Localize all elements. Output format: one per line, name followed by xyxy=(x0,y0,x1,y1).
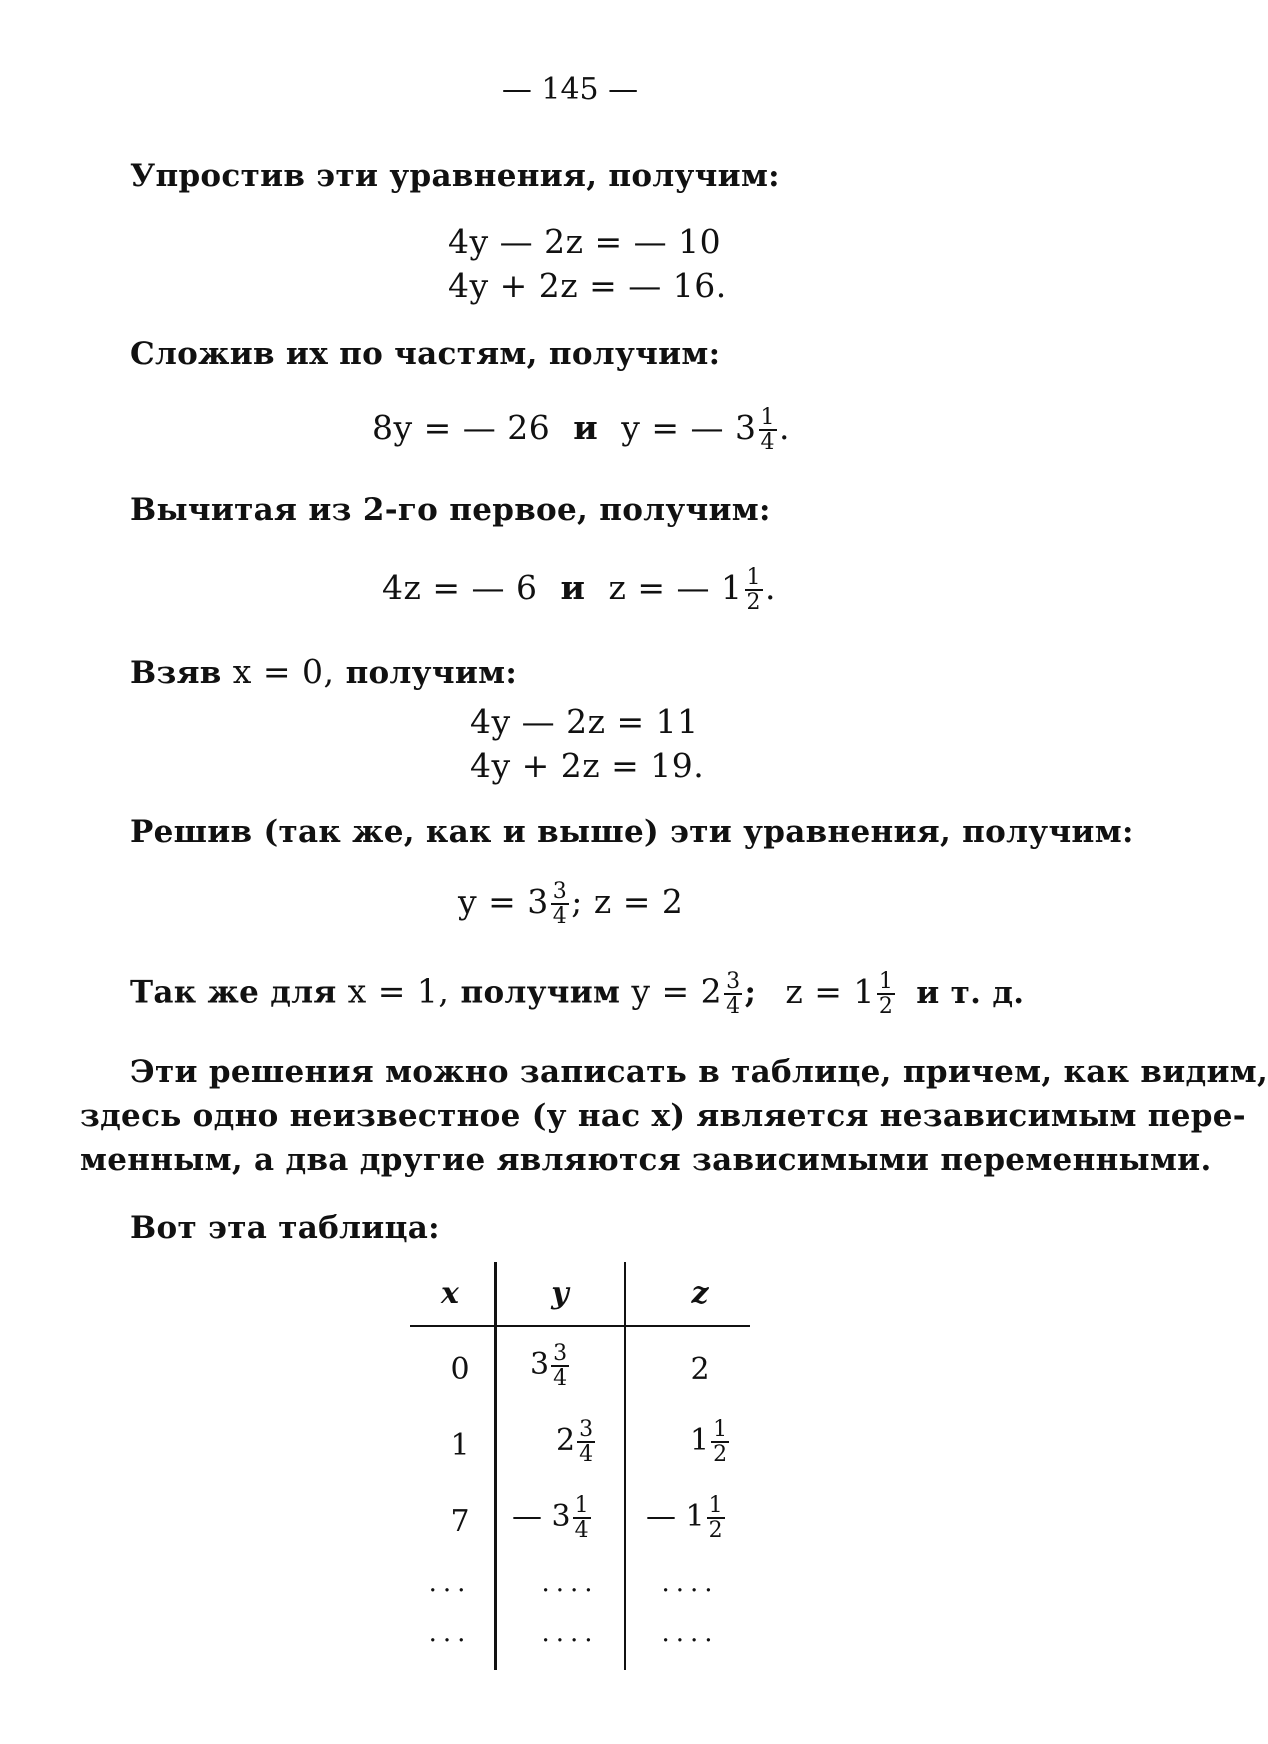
page-number: — 145 — xyxy=(501,72,639,107)
table-ellipsis: ... xyxy=(428,1618,472,1648)
table-cell-y: — 3 $\frac{1}{4}$ xyxy=(512,1493,589,1544)
table-cell-x: 0 xyxy=(450,1352,470,1387)
equation-3: 4z = — 6 и z = — 1 $\frac{1}{2}$ . xyxy=(382,565,776,616)
fraction: $\frac{1}{4}$ xyxy=(760,405,775,456)
equation-lhs: 4y + 2z xyxy=(470,746,601,785)
equation-part: 4z = — 6 xyxy=(382,568,538,608)
table-cell-z: 1 $\frac{1}{2}$ xyxy=(690,1417,728,1468)
paragraph-take-x0: Взяв x = 0, получим: xyxy=(130,652,518,691)
table-cell-y: 3 $\frac{3}{4}$ xyxy=(530,1341,568,1392)
equation-5: y = 3 $\frac{3}{4}$ ; z = 2 xyxy=(458,879,684,930)
table-ellipsis: .... xyxy=(541,1618,599,1648)
table-ellipsis: .... xyxy=(541,1568,599,1598)
paragraph-x1: Так же для x = 1, получим y = 2 $\frac{3}{4}$ ; z = 1 $\frac{1}{2}$ и т. д. xyxy=(130,969,1025,1020)
equation-rhs: = 11 xyxy=(616,702,699,741)
paragraph-line-3: менным, а два другие являются зависимыми переменными. xyxy=(80,1142,1212,1178)
fraction: $\frac{3}{4}$ xyxy=(552,879,568,930)
paragraph-subtract: Вычитая из 2-го первое, получим: xyxy=(130,492,771,528)
equation-rhs: = 19. xyxy=(611,746,705,785)
fraction: $\frac{3}{4}$ xyxy=(726,969,741,1020)
equation-lhs: 4y — 2z xyxy=(470,702,606,741)
equation-conjunction: и xyxy=(573,408,599,448)
table-cell-x: 7 xyxy=(450,1504,470,1539)
table-cell-x: 1 xyxy=(450,1428,470,1463)
paragraph-line-1: Эти решения можно записать в таблице, причем, как видим, xyxy=(130,1054,1268,1090)
equation-1a: 4y — 2z = — 10 xyxy=(448,222,722,261)
paragraph-table-intro: Вот эта таблица: xyxy=(130,1210,440,1246)
fraction: $\frac{1}{2}$ xyxy=(878,969,894,1020)
table-divider-1 xyxy=(494,1262,497,1670)
table-ellipsis: .... xyxy=(661,1568,719,1598)
equation-conjunction: и xyxy=(560,568,586,608)
equation-2: 8y = — 26 и y = — 3 $\frac{1}{4}$ . xyxy=(372,405,790,456)
table-header-z: z xyxy=(691,1276,709,1311)
table-header-x: x xyxy=(441,1276,459,1311)
table-ellipsis: ... xyxy=(428,1568,472,1598)
equation-part: y = — 3 xyxy=(621,408,757,448)
fraction: $\frac{1}{2}$ xyxy=(746,565,761,616)
equation-part: 8y = — 26 xyxy=(372,408,551,448)
table-cell-y: 2 $\frac{3}{4}$ xyxy=(556,1417,594,1468)
equation-part: z = — 1 xyxy=(608,568,743,608)
equation-4a xyxy=(470,702,699,741)
paragraph-add: Сложив их по частям, получим: xyxy=(130,336,721,372)
equation-lhs: 4y — 2z xyxy=(448,222,584,261)
paragraph-simplify: Упростив эти уравнения, получим: xyxy=(130,158,780,194)
equation-lhs: 4y + 2z xyxy=(448,266,579,305)
equation-4b xyxy=(470,746,704,785)
equation-1b: 4y + 2z = — 16. xyxy=(448,266,727,305)
paragraph-line-2: здесь одно неизвестное (у нас x) является независимым пере- xyxy=(80,1098,1246,1134)
table-header-rule xyxy=(410,1325,750,1327)
table-header-y: y xyxy=(551,1276,569,1311)
equation-rhs: — 10 xyxy=(633,222,722,261)
table-ellipsis: .... xyxy=(661,1618,719,1648)
table-cell-z: 2 xyxy=(690,1352,710,1387)
paragraph-solve: Решив (так же, как и выше) эти уравнения, получим: xyxy=(130,814,1134,850)
equation-rhs: — 16. xyxy=(628,266,727,305)
table-cell-z: — 1 $\frac{1}{2}$ xyxy=(646,1493,723,1544)
